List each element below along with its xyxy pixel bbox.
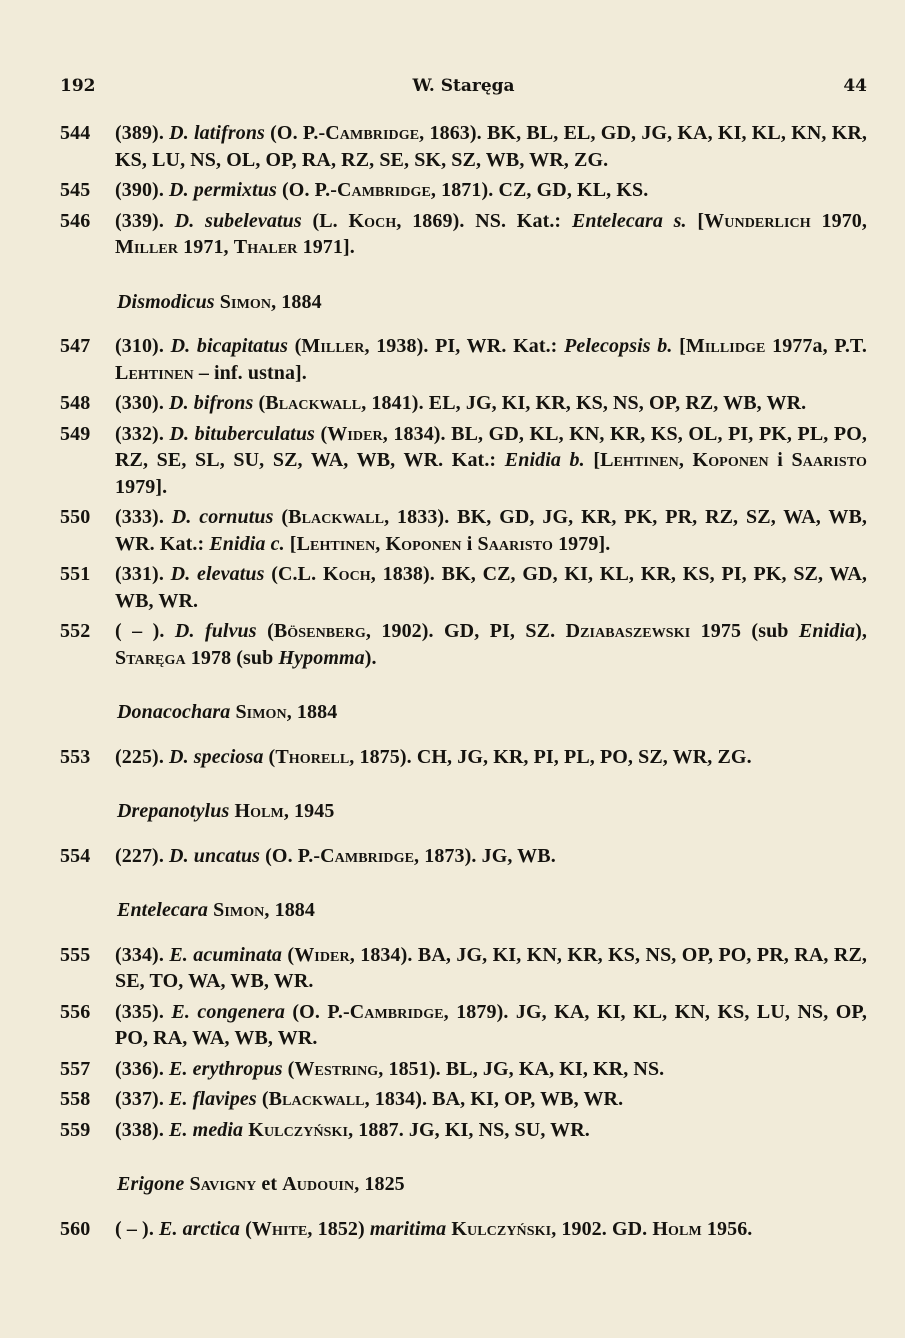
species-entry <box>60 120 867 173</box>
author-name: Wunderlich <box>704 209 811 232</box>
author-name: Wider <box>294 943 350 966</box>
entry-text: ( <box>240 1217 252 1240</box>
species-entry <box>60 1117 867 1144</box>
author-name: Thaler <box>233 236 298 258</box>
entry-text: (337). <box>115 1088 170 1110</box>
taxon-name: D. bicapitatus <box>170 335 288 357</box>
author-name: Kulczyński <box>248 1118 349 1141</box>
species-entry <box>60 942 867 995</box>
genus-year: , 1884 <box>286 701 338 723</box>
genus-name: Drepanotylus <box>117 800 230 822</box>
entry-text: , 1863). BK, BL, EL, GD, JG, KA, KI, KL, KN, KR, KS, LU, NS, OL, OP, RA, RZ, SE, SK, SZ, WB, WR, ZG. <box>115 122 868 171</box>
species-entry <box>60 618 867 671</box>
entry-number: 553 <box>60 745 91 768</box>
entry-text: , 1938). PI, WR. Kat.: <box>364 335 565 357</box>
entry-text: , 1834). BL, GD, KL, KN, KR, KS, OL, PI, PK, PL, PO, RZ, SE, SL, SU, SZ, WA, WB, WR. Kat.: <box>115 422 867 471</box>
running-head-author: W. Staręga <box>412 76 515 96</box>
entry-text: (225). <box>115 745 170 768</box>
genus-heading <box>60 1171 867 1198</box>
taxon-name: D. bituberculatus <box>169 422 315 445</box>
entry-number: 554 <box>60 844 91 867</box>
taxon-name: E. erythropus <box>169 1057 283 1080</box>
species-entry <box>60 561 867 614</box>
entry-text: (330). <box>115 392 170 414</box>
taxon-name: Enidia b. <box>504 449 585 471</box>
species-entry <box>60 1056 867 1083</box>
entry-text: (339). <box>115 209 175 232</box>
entry-text: (C.L. <box>264 563 323 585</box>
entry-text: (338). <box>115 1118 170 1141</box>
genus-author: Simon <box>219 290 272 313</box>
entry-text: ( <box>256 620 274 642</box>
taxon-name: E. arctica <box>159 1217 241 1240</box>
taxon-name: D. permixtus <box>169 179 277 201</box>
genus-heading <box>60 798 867 825</box>
entry-text: 1956. <box>701 1217 753 1240</box>
genus-name: Entelecara <box>117 899 208 921</box>
author-name: Saaristo <box>477 532 553 555</box>
entry-text: , 1871). CZ, GD, KL, KS. <box>430 179 649 201</box>
genus-heading <box>60 699 867 726</box>
author-name: Koch <box>322 563 371 585</box>
entry-text: [ <box>284 532 297 555</box>
species-entry <box>60 421 867 501</box>
entry-text: ), <box>855 620 867 642</box>
entry-number: 548 <box>60 392 91 414</box>
taxon-name: Hypomma <box>278 646 365 669</box>
taxon-name: D. fulvus <box>174 620 257 642</box>
taxon-name: D. latifrons <box>169 122 265 144</box>
entry-text: , 1851). BL, JG, KA, KI, KR, NS. <box>378 1057 665 1080</box>
author-name: Kulczyński <box>451 1217 552 1240</box>
taxon-name: E. acuminata <box>169 943 282 966</box>
entry-text: ). <box>364 646 377 669</box>
entry-text: ( – ). <box>115 1217 160 1240</box>
taxon-name: Entelecara s. <box>571 209 687 232</box>
entry-text: , 1875). CH, JG, KR, PI, PL, PO, SZ, WR, ZG. <box>349 745 752 768</box>
genus-author: Holm <box>234 800 284 822</box>
entry-text: ( <box>253 392 266 414</box>
entry-text: (L. <box>301 209 349 232</box>
entry-text: , 1841). EL, JG, KI, KR, KS, NS, OP, RZ, WB, WR. <box>361 392 807 414</box>
entry-number: 546 <box>60 209 91 232</box>
entry-text: 1971]. <box>297 236 355 258</box>
entry-text: (O. P.- <box>284 1000 350 1023</box>
species-entry <box>60 208 867 261</box>
author-name: Blackwall <box>268 1088 365 1110</box>
entry-number: 545 <box>60 179 91 201</box>
entry-text: (389). <box>115 122 170 144</box>
section-number: 44 <box>843 76 867 96</box>
genus-heading <box>60 897 867 924</box>
author-name: Cambridge <box>349 1000 444 1023</box>
author-name: Cambridge <box>336 179 431 201</box>
taxon-name: E. flavipes <box>169 1088 257 1110</box>
entry-text: ( <box>287 335 302 357</box>
entry-text: (334). <box>115 943 170 966</box>
entry-number: 544 <box>60 122 91 144</box>
author-name: Staręga <box>115 646 186 669</box>
entry-number: 552 <box>60 620 91 642</box>
genus-year: , 1884 <box>271 290 322 313</box>
author-name: Bösenberg <box>273 620 366 642</box>
entry-text: [ <box>672 335 686 357</box>
author-name: Cambridge <box>325 122 420 144</box>
species-entry <box>60 333 867 386</box>
taxon-name: maritima <box>369 1217 447 1240</box>
entry-text: ( <box>273 506 289 528</box>
entry-text: (336). <box>115 1057 170 1080</box>
entry-text: , 1833). BK, GD, JG, KR, PK, PR, RZ, SZ, WA, WB, WR. Kat.: <box>115 506 867 555</box>
genus-author: Savigny <box>189 1173 257 1195</box>
author-name: Westring <box>294 1057 379 1080</box>
genus-name: Dismodicus <box>117 290 215 313</box>
species-entry <box>60 390 867 417</box>
taxon-name: D. subelevatus <box>174 209 302 232</box>
entry-text: ( <box>263 745 276 768</box>
entry-text: ( <box>282 943 295 966</box>
entry-number: 560 <box>60 1217 91 1240</box>
genus-author: Simon <box>213 899 265 921</box>
author-name: White <box>251 1217 308 1240</box>
entry-text: , 1834). BA, JG, KI, KN, KR, KS, NS, OP, PO, PR, RA, RZ, SE, TO, WA, WB, WR. <box>115 943 867 992</box>
species-entry <box>60 843 867 870</box>
entry-text: (310). <box>115 335 171 357</box>
taxon-name: D. cornutus <box>171 506 274 528</box>
entry-number: 556 <box>60 1000 91 1023</box>
species-entry <box>60 999 867 1052</box>
author-name: Dziabaszewski <box>565 620 691 642</box>
entry-number: 555 <box>60 943 91 966</box>
species-entry <box>60 1216 867 1243</box>
entry-text: , 1887. JG, KI, NS, SU, WR. <box>348 1118 590 1141</box>
entry-number: 547 <box>60 335 91 357</box>
entry-text: , <box>375 532 386 555</box>
genus-author: Audouin <box>282 1173 355 1195</box>
genus-year: , 1884 <box>264 899 316 921</box>
author-name: Wider <box>327 422 383 445</box>
entry-text: , 1879). JG, KA, KI, KL, KN, KS, LU, NS, OP, PO, RA, WA, WB, WR. <box>115 1000 868 1049</box>
entry-text: (332). <box>115 422 170 445</box>
author-name: Miller <box>115 236 179 258</box>
author-name: Thorell <box>275 745 350 768</box>
entry-text: (O. P.- <box>260 844 321 867</box>
entry-text: , 1902. GD. <box>551 1217 653 1240</box>
entry-text: 1975 (sub <box>690 620 799 642</box>
genus-author: Simon <box>235 701 287 723</box>
entry-text: 1970, <box>810 209 867 232</box>
author-name: Lehtinen <box>600 449 679 471</box>
author-name: Lehtinen <box>296 532 376 555</box>
entry-text: (227). <box>115 844 170 867</box>
entry-text: ( <box>314 422 328 445</box>
genus-name: Donacochara <box>117 701 231 723</box>
entry-number: 551 <box>60 563 91 585</box>
taxon-name: D. bifrons <box>169 392 254 414</box>
genus-year: , 1945 <box>283 800 335 822</box>
entry-text: , 1834). BA, KI, OP, WB, WR. <box>364 1088 624 1110</box>
entry-text: ( <box>256 1088 269 1110</box>
species-entry <box>60 177 867 204</box>
entry-text: – inf. ustna]. <box>193 361 307 384</box>
author-name: Lehtinen <box>115 361 194 384</box>
entry-text: [ <box>686 209 705 232</box>
entry-text: ( – ). <box>115 620 175 642</box>
entry-text: (335). <box>115 1000 172 1023</box>
author-name: Saaristo <box>791 449 867 471</box>
entry-text: , <box>678 449 693 471</box>
taxon-name: D. elevatus <box>170 563 265 585</box>
entry-number: 549 <box>60 422 91 445</box>
entry-text: i <box>461 532 478 555</box>
taxon-name: E. media <box>169 1118 244 1141</box>
entry-text: i <box>768 449 792 471</box>
entry-text: 1979]. <box>552 532 611 555</box>
author-name: Miller <box>301 335 365 357</box>
taxon-name: Enidia c. <box>209 532 285 555</box>
entry-number: 559 <box>60 1118 91 1141</box>
species-entry <box>60 1086 867 1113</box>
species-list <box>60 120 867 1246</box>
entry-text: , 1902). GD, PI, SZ. <box>365 620 566 642</box>
entry-text: ( <box>282 1057 295 1080</box>
species-entry <box>60 744 867 771</box>
entry-number: 557 <box>60 1057 91 1080</box>
entry-text: 1977a, P.T. <box>765 335 867 357</box>
entry-text: 1971, <box>178 236 234 258</box>
taxon-name: Pelecopsis b. <box>564 335 673 357</box>
taxon-name: E. congenera <box>171 1000 285 1023</box>
author-name: Holm <box>652 1217 702 1240</box>
entry-text: 1979]. <box>115 475 168 498</box>
species-entry <box>60 504 867 557</box>
entry-text: [ <box>584 449 601 471</box>
entry-text: , 1838). BK, CZ, GD, KI, KL, KR, KS, PI, PK, SZ, WA, WB, WR. <box>115 563 867 612</box>
page-number: 192 <box>60 76 96 96</box>
author-name: Blackwall <box>288 506 385 528</box>
genus-year: et <box>256 1173 283 1195</box>
entry-text: (331). <box>115 563 171 585</box>
genus-year: , 1825 <box>354 1173 405 1195</box>
taxon-name: D. speciosa <box>169 745 264 768</box>
entry-text: , 1869). NS. Kat.: <box>396 209 572 232</box>
genus-heading <box>60 289 867 316</box>
entry-text: (390). <box>115 179 170 201</box>
taxon-name: Enidia <box>798 620 856 642</box>
entry-number: 550 <box>60 506 91 528</box>
genus-name: Erigone <box>117 1173 185 1195</box>
entry-number: 558 <box>60 1088 91 1110</box>
author-name: Koch <box>348 209 397 232</box>
author-name: Cambridge <box>320 844 415 867</box>
taxon-name: D. uncatus <box>169 844 261 867</box>
entry-text: (333). <box>115 506 172 528</box>
entry-text: , 1852) <box>307 1217 370 1240</box>
page-header <box>60 76 867 102</box>
entry-text: 1978 (sub <box>185 646 279 669</box>
author-name: Millidge <box>685 335 766 357</box>
author-name: Koponen <box>692 449 769 471</box>
entry-text: (O. P.- <box>264 122 326 144</box>
entry-text: , 1873). JG, WB. <box>414 844 556 867</box>
author-name: Koponen <box>385 532 462 555</box>
author-name: Blackwall <box>265 392 362 414</box>
entry-text: (O. P.- <box>276 179 337 201</box>
